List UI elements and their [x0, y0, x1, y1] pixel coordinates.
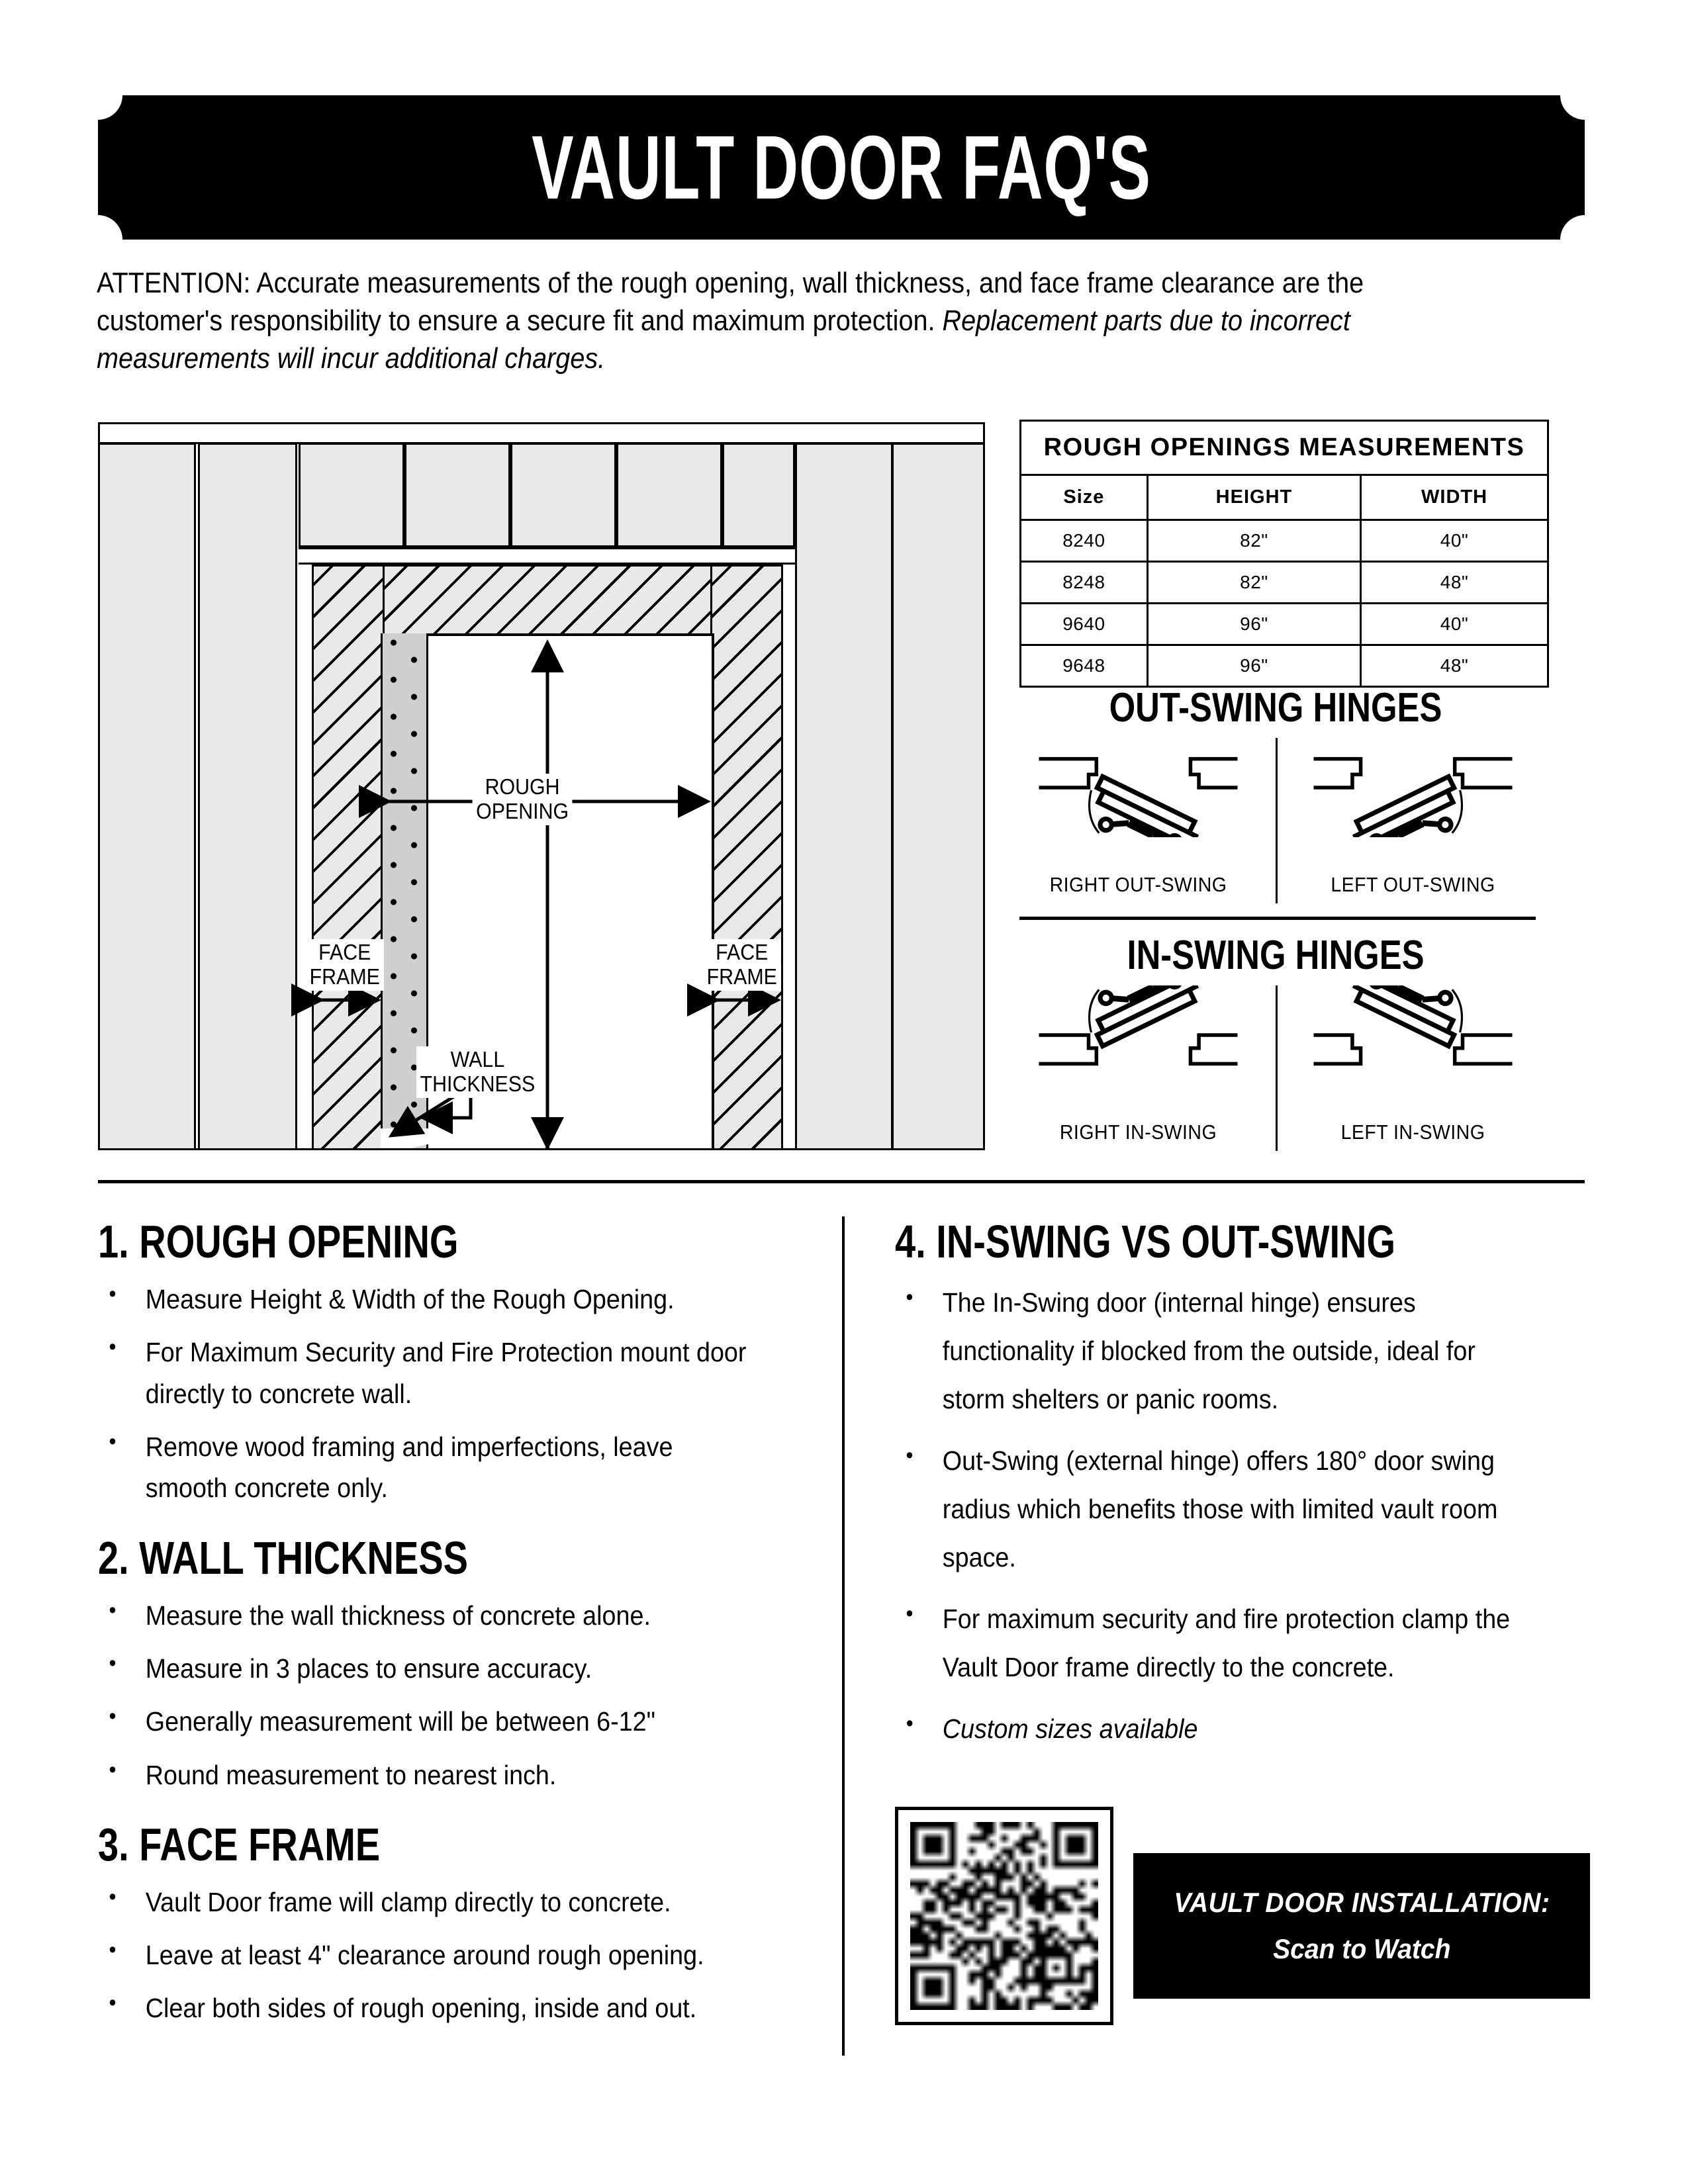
- left-content-column: [98, 1215, 813, 2041]
- left-out-swing-label: LEFT OUT-SWING: [1331, 873, 1495, 896]
- cell-size: 8248: [1021, 562, 1148, 604]
- table-row: [1021, 645, 1548, 687]
- attention-text-italic: Replacement parts due to incorrect measurements will incur additional charges.: [97, 304, 1350, 375]
- list-item: • The In-Swing door (internal hinge) ensures functionality if blocked from the outside, ideal for storm shelters or panic rooms.: [895, 1279, 1534, 1424]
- table-title-row: [1021, 421, 1548, 475]
- cell-size: 8240: [1021, 520, 1148, 562]
- main-section-divider: [98, 1180, 1585, 1183]
- banner-notch-top-left: [73, 71, 122, 120]
- list-item: • Generally measurement will be between 6-12": [98, 1701, 756, 1742]
- face-frame-left-line1: FACE: [318, 940, 371, 964]
- wall-thickness-line1: WALL: [450, 1047, 505, 1071]
- list-item: • Round measurement to nearest inch.: [98, 1754, 756, 1796]
- section-2-heading: 2. WALL THICKNESS: [98, 1531, 469, 1584]
- out-swing-title: OUT-SWING HINGES: [1109, 685, 1442, 731]
- list-item: • For Maximum Security and Fire Protection mount door directly to concrete wall.: [98, 1332, 756, 1414]
- banner-notch-bottom-right: [1560, 215, 1609, 264]
- table-row: [1021, 604, 1548, 645]
- table-row: [1021, 520, 1548, 562]
- banner-notch-top-right: [1560, 71, 1609, 120]
- wall-thickness-line2: THICKNESS: [420, 1071, 536, 1096]
- cell-width: 48": [1361, 562, 1548, 604]
- left-out-swing-diagram: [1276, 738, 1550, 837]
- list-item-custom-sizes: • Custom sizes available: [895, 1705, 1534, 1753]
- attention-paragraph: [97, 265, 1437, 377]
- list-item: • Measure in 3 places to ensure accuracy.: [98, 1648, 756, 1689]
- table-title: ROUGH OPENINGS MEASUREMENTS: [1021, 421, 1548, 475]
- right-out-swing-label: RIGHT OUT-SWING: [1049, 873, 1227, 896]
- out-swing-labels: [1001, 873, 1550, 897]
- face-frame-right-line2: FRAME: [706, 964, 777, 989]
- list-item: • Out-Swing (external hinge) offers 180° door swing radius which benefits those with limited vault room space.: [895, 1437, 1534, 1582]
- list-item: • Measure the wall thickness of concrete alone.: [98, 1595, 756, 1636]
- list-item: • Vault Door frame will clamp directly to concrete.: [98, 1882, 756, 1923]
- right-in-swing-label: RIGHT IN-SWING: [1059, 1120, 1217, 1144]
- right-content-column: [895, 1215, 1590, 1766]
- cell-height: 82": [1147, 562, 1360, 604]
- face-frame-left-line2: FRAME: [309, 964, 380, 989]
- face-frame-right-line1: FACE: [716, 940, 769, 964]
- out-swing-diagram-row: [1001, 738, 1550, 864]
- rough-opening-label-line2: OPENING: [476, 798, 569, 823]
- hinge-section-divider-rule: [1019, 917, 1536, 920]
- scan-to-watch-callout[interactable]: [1133, 1853, 1590, 1999]
- left-out-swing-icon: [1276, 738, 1550, 837]
- left-in-swing-diagram: [1276, 985, 1550, 1085]
- cell-height: 82": [1147, 520, 1360, 562]
- wall-thickness-label: [416, 1046, 539, 1098]
- attention-text-normal: ATTENTION: Accurate measurements of the rough opening, wall thickness, and face frame clearance are the customer's responsibility to ensure a secure fit and maximum protection.: [97, 267, 1364, 337]
- section-4-heading: 4. IN-SWING VS OUT-SWING: [895, 1216, 1396, 1267]
- section-1-heading: 1. ROUGH OPENING: [98, 1216, 459, 1267]
- list-item: • Leave at least 4" clearance around rough opening.: [98, 1934, 756, 1976]
- callout-line-2: Scan to Watch: [1272, 1933, 1451, 1964]
- in-swing-label-divider: [1276, 1110, 1278, 1151]
- callout-line-1: VAULT DOOR INSTALLATION:: [1173, 1887, 1550, 1918]
- column-divider: [842, 1216, 845, 2056]
- left-in-swing-icon: [1276, 985, 1550, 1085]
- cell-width: 40": [1361, 520, 1548, 562]
- banner-notch-bottom-left: [73, 215, 122, 264]
- right-in-swing-diagram: [1001, 985, 1276, 1085]
- table-row: [1021, 562, 1548, 604]
- page-title: VAULT DOOR FAQ'S: [532, 116, 1151, 218]
- list-item: • Remove wood framing and imperfections, leave smooth concrete only.: [98, 1426, 756, 1509]
- rough-opening-label: [473, 774, 573, 825]
- list-item: • Clear both sides of rough opening, inside and out.: [98, 1987, 756, 2028]
- cell-size: 9648: [1021, 645, 1148, 687]
- left-in-swing-label: LEFT IN-SWING: [1340, 1120, 1485, 1144]
- section-3-bullet-list: [98, 1882, 813, 2029]
- cell-height: 96": [1147, 645, 1360, 687]
- cell-width: 48": [1361, 645, 1548, 687]
- face-frame-label-left: [306, 939, 383, 991]
- section-2-bullet-list: [98, 1595, 813, 1796]
- list-item: • Measure Height & Width of the Rough Opening.: [98, 1279, 756, 1320]
- rough-opening-label-line1: ROUGH: [485, 774, 560, 799]
- out-swing-hinges-block: [1001, 684, 1550, 897]
- column-header-width: WIDTH: [1361, 475, 1548, 520]
- header-banner: [98, 95, 1585, 240]
- in-swing-title: IN-SWING HINGES: [1127, 933, 1425, 978]
- wall-cross-section-diagram: [98, 422, 985, 1150]
- table-header-row: [1021, 475, 1548, 520]
- cell-size: 9640: [1021, 604, 1148, 645]
- in-swing-labels: [1001, 1120, 1550, 1144]
- rough-openings-table: [1019, 420, 1549, 688]
- column-header-height: HEIGHT: [1147, 475, 1360, 520]
- cell-width: 40": [1361, 604, 1548, 645]
- in-swing-diagram-row: [1001, 985, 1550, 1111]
- right-out-swing-diagram: [1001, 738, 1276, 837]
- qr-code-icon[interactable]: [910, 1822, 1098, 2010]
- section-3-heading: 3. FACE FRAME: [98, 1818, 381, 1870]
- qr-code-container[interactable]: [895, 1807, 1113, 2025]
- out-swing-label-divider: [1276, 862, 1278, 903]
- right-out-swing-icon: [1001, 738, 1276, 837]
- column-header-size: Size: [1021, 475, 1148, 520]
- cell-height: 96": [1147, 604, 1360, 645]
- list-item: • For maximum security and fire protection clamp the Vault Door frame directly to the concrete.: [895, 1595, 1534, 1692]
- right-in-swing-icon: [1001, 985, 1276, 1085]
- face-frame-label-right: [703, 939, 780, 991]
- in-swing-hinges-block: [1001, 932, 1550, 1144]
- section-4-bullet-list: [895, 1279, 1590, 1753]
- section-1-bullet-list: [98, 1279, 813, 1509]
